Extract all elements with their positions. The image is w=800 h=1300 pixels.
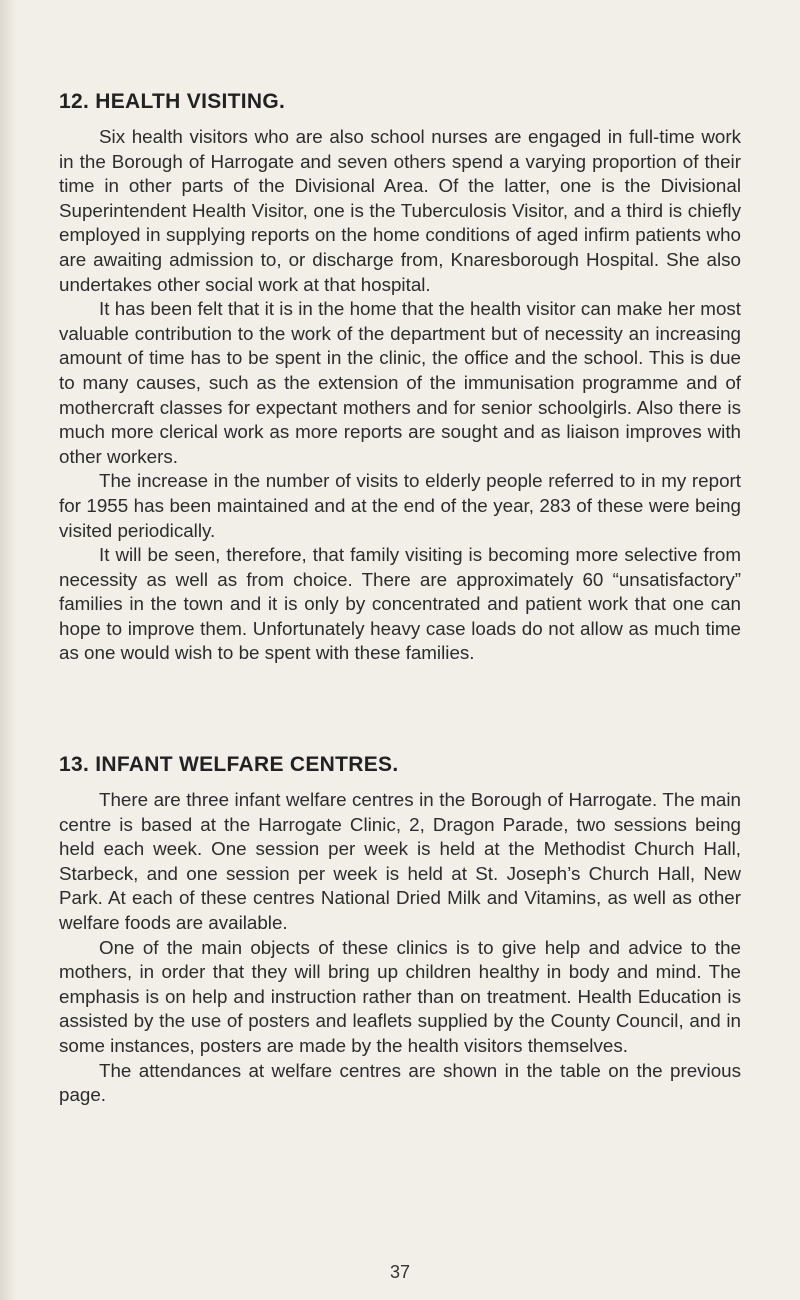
page-number: 37 bbox=[389, 1262, 411, 1282]
paragraph: There are three infant welfare centres in the Borough of Harrogate. The main centre is based at the Harrogate Clinic, 2, Dragon Parade, two sessions being held each week. One session per week is held at the Methodist Church Hall, Starbeck, and one session per week is held at St. Joseph’s Church Hall, New Park. At each of these centres National Dried Milk and Vitamins, as well as other welfare foods are available. bbox=[59, 789, 741, 933]
paragraph: One of the main objects of these clinics is to give help and advice to the mothers, in order that they will bring up children healthy in body and mind. The emphasis is on help and instruction rather than on treatment. Health Education is assisted by the use of posters and leaflets supplied by the County Council, and in some instances, posters are made by the health visitors themselves. bbox=[59, 936, 741, 1056]
section-infant-welfare-centres bbox=[59, 752, 741, 1108]
paragraph: It has been felt that it is in the home that the health visitor can make her most valuable contribution to the work of the department but of necessity an increasing amount of time has to be spent in the clinic, the office and the school. This is due to many causes, such as the extension of the immunisation programme and of mothercraft classes for expectant mothers and for senior schoolgirls. Also there is much more clerical work as more reports are sought and as liaison improves with other workers. bbox=[59, 298, 741, 467]
paragraph: It will be seen, therefore, that family visiting is becoming more selective from necessity as well as from choice. There are approximately 60 “unsatisfactory” families in the town and it is only by concentrated and patient work that one can hope to improve them. Unfortunately heavy case loads do not allow as much time as one would wish to be spent with these families. bbox=[59, 544, 741, 664]
section-heading: 12. HEALTH VISITING. bbox=[59, 90, 286, 113]
paragraph: The increase in the number of visits to elderly people referred to in my report for 1955 has been maintained and at the end of the year, 283 of these were being visited periodically. bbox=[59, 470, 741, 541]
section-heading: 13. INFANT WELFARE CENTRES. bbox=[59, 753, 399, 776]
paragraph: Six health visitors who are also school nurses are engaged in full-time work in the Borough of Harrogate and seven others spend a varying proportion of their time in other parts of the Divisional Area. Of the latter, one is the Divisional Superintendent Health Visitor, one is the Tuberculosis Visitor, and a third is chiefly employed in supplying reports on the home conditions of aged infirm patients who are awaiting admission to, or discharge from, Knaresborough Hospital. She also undertakes other social work at that hospital. bbox=[59, 126, 741, 295]
section-health-visiting bbox=[59, 89, 741, 666]
paragraph: The attendances at welfare centres are shown in the table on the previous page. bbox=[59, 1059, 741, 1106]
page-edge-shadow bbox=[0, 0, 16, 1300]
